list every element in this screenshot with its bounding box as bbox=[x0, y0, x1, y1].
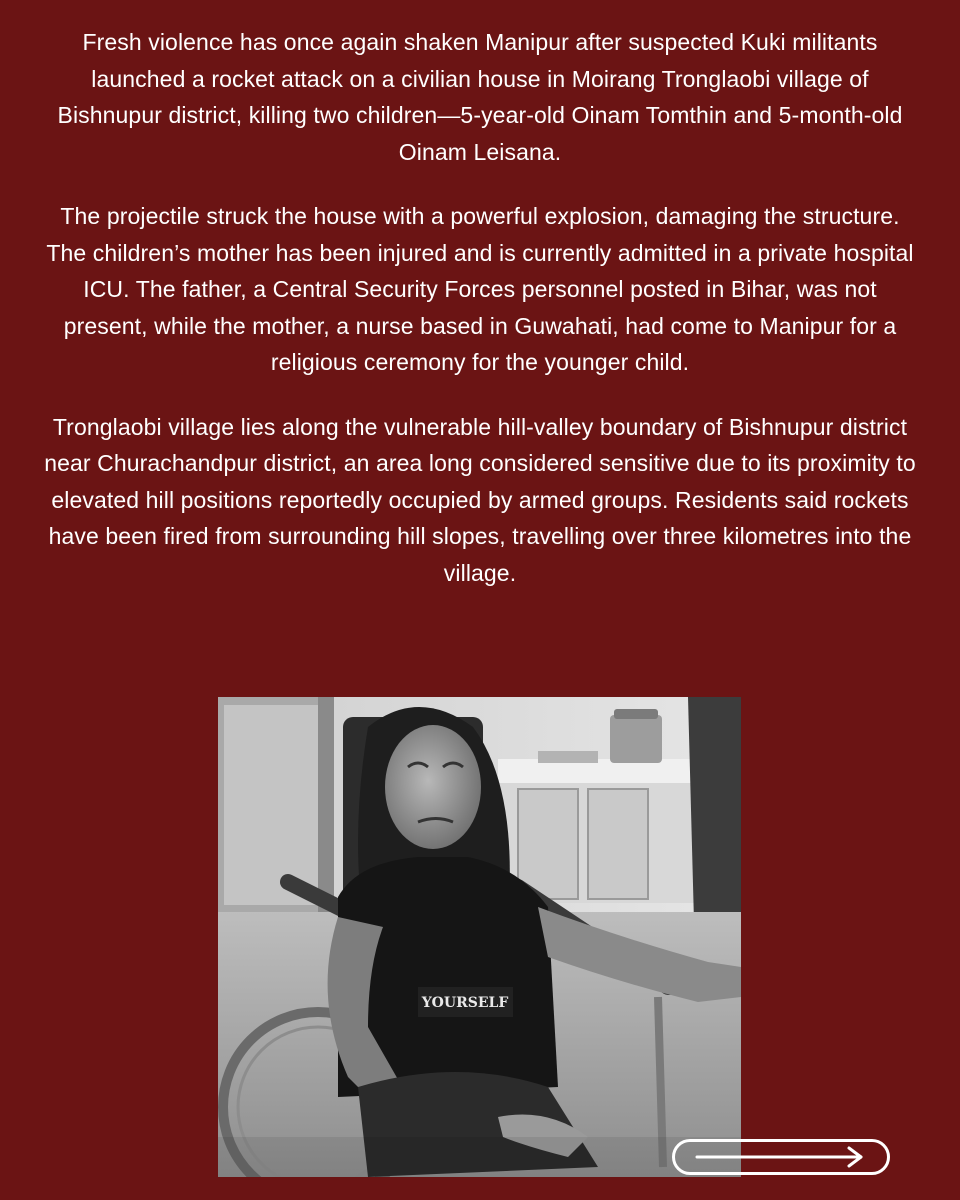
news-photo bbox=[218, 697, 741, 1177]
shirt-print: YOURSELF bbox=[421, 995, 509, 1011]
article-paragraph-2: The projectile struck the house with a powerful explosion, damaging the structure. The children’s mother has been injured and is currently admitted in a private hospital ICU. The father, a Central Security Forces personnel posted in Bihar, was not present, while the mother, a nurse based in Guwahati, had come to Manipur for a religious ceremony for the younger child. bbox=[46, 203, 914, 375]
next-slide-button[interactable] bbox=[672, 1139, 890, 1175]
photo-illustration bbox=[218, 697, 741, 1177]
arrow-right-icon bbox=[693, 1146, 869, 1168]
article-paragraph-3: Tronglaobi village lies along the vulnerable hill-valley boundary of Bishnupur district near Churachandpur district, an area long considered sensitive due to its proximity to elevated hill positions reportedly occupied by armed groups. Residents said rockets have been fired from surrounding hill slopes, travelling over three kilometres into the village. bbox=[44, 413, 916, 586]
article-paragraph-1: Fresh violence has once again shaken Manipur after suspected Kuki militants launched a rocket attack on a civilian house in Moirang Tronglaobi village of Bishnupur district, killing two children—5-year-old Oinam Tomthin and 5-month-old Oinam Leisana. bbox=[57, 29, 903, 165]
article-body bbox=[40, 24, 920, 619]
